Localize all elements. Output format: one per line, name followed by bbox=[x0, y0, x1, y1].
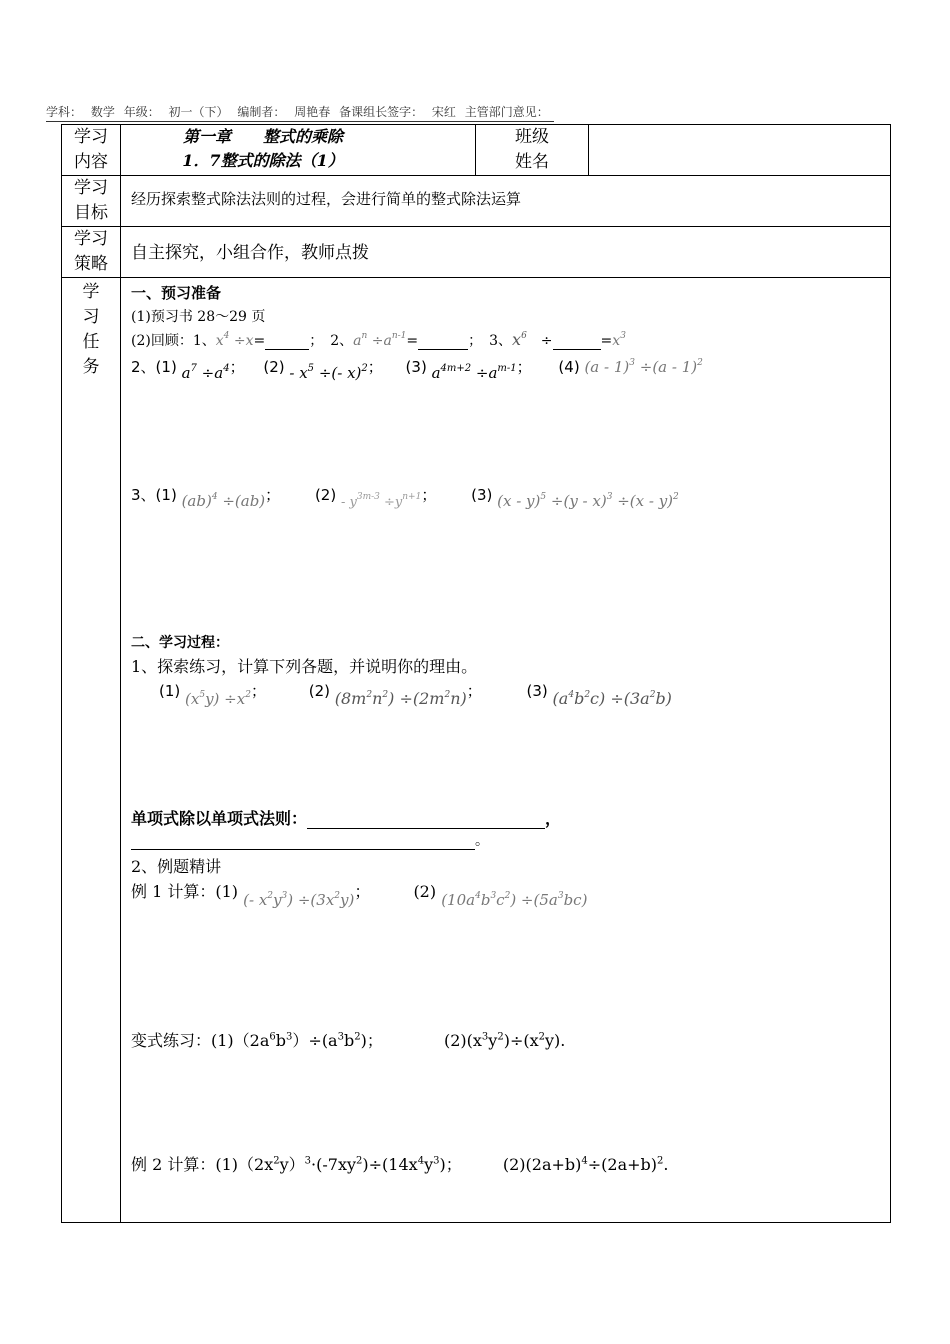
editor-value: 周艳春 bbox=[294, 105, 331, 119]
document-header bbox=[46, 103, 554, 122]
section2-title: 二、学习过程： bbox=[131, 635, 229, 651]
lesson-title bbox=[121, 125, 476, 176]
explore-formula-2: $(8m^2n^2) \div(2m^2n)$ bbox=[334, 689, 467, 708]
editor-label: 编制者： bbox=[237, 105, 286, 119]
explore-formula-1: $(x^5y) \div x^2$ bbox=[185, 690, 251, 708]
class-name-field[interactable] bbox=[589, 125, 891, 176]
task-area bbox=[121, 278, 891, 1223]
explore-formula-3: $(a^4b^2c) \div(3a^2b)$ bbox=[552, 689, 672, 708]
q2-formula-4: (a - 1)$^3$ ÷(a - 1)$^2$ bbox=[584, 358, 703, 376]
formula-x3: $x^3$ bbox=[612, 331, 626, 349]
label-goal: 学习 目标 bbox=[62, 176, 121, 227]
preview-line: (1)预习书 28～29 页 bbox=[131, 309, 266, 325]
row-content bbox=[62, 125, 891, 176]
lesson-plan-table bbox=[61, 124, 891, 1223]
row-task bbox=[62, 278, 891, 1223]
q2-formula-1: $a^7 \div a^4$ bbox=[181, 363, 230, 382]
section-title: 1．7整式的除法（1） bbox=[182, 151, 344, 170]
chapter-title: 第一章 整式的乘除 bbox=[182, 127, 343, 146]
formula-an-div: $a^n \div a^{n-1}$ bbox=[353, 331, 407, 349]
row-strategy bbox=[62, 227, 891, 278]
answer-blank[interactable] bbox=[265, 333, 309, 350]
formula-x6: $x^6$ bbox=[512, 330, 527, 349]
example1-formula-2: $(10a^4b^3c^2) \div(5a^3bc)$ bbox=[441, 891, 588, 909]
question-3: 3、(1) (ab)$^4$ ÷(ab)； $(2) - y^{3m-3} \div y^{n+1}$； (3) (x - y)$^5$ ÷(y - x)$^3$ ÷(x - y)$^2$ bbox=[131, 486, 679, 510]
dept-label: 主管部门意见： bbox=[464, 105, 549, 119]
goal-text: 经历探索整式除法法则的过程，会进行简单的整式除法运算 bbox=[121, 176, 891, 227]
answer-blank[interactable] bbox=[418, 333, 468, 350]
subject-label: 学科： bbox=[46, 105, 83, 119]
answer-blank[interactable] bbox=[553, 333, 601, 350]
row-goal bbox=[62, 176, 891, 227]
examples-title: 2、例题精讲 bbox=[131, 857, 222, 876]
explore-instruction: 1、探索练习，计算下列各题，并说明你的理由。 bbox=[131, 657, 478, 676]
q2-formula-3: $a^{4m+2} \div a^{m-1}$ bbox=[431, 363, 517, 382]
explore-formulas: (1) $(x^5y) \div x^2$； (2) $(8m^2n^2) \div(2m^2n)$； (3) $(a^4b^2c) \div(3a^2b)$ bbox=[159, 682, 672, 708]
q2-formula-2: - $x^5$ ÷(- x)$^2$ bbox=[289, 363, 368, 382]
q3-formula-1: (ab)$^4$ ÷(ab) bbox=[181, 492, 266, 510]
label-content: 学习 内容 bbox=[62, 125, 121, 176]
name-label: 姓名 bbox=[515, 152, 549, 172]
review-line: (2)回顾：1、$x^4 \div x=$ ； 2、$a^n \div a^{n-1}=$ ； 3、$x^6$ ÷ $=x^3$ bbox=[131, 330, 626, 349]
variant-practice: 变式练习：$(1)(2a^6b^3)\div(a^3b^2)$； $(2)(x^3y^2)\div(x^2y)$. bbox=[131, 1031, 566, 1050]
rule-line-2: 。 bbox=[131, 830, 489, 850]
rule-blank[interactable] bbox=[307, 809, 545, 829]
q3-formula-3: (x - y)$^5$ ÷(y - x)$^3$ ÷(x - y)$^2$ bbox=[497, 492, 679, 510]
class-name-label bbox=[476, 125, 589, 176]
subject-value: 数学 bbox=[90, 105, 115, 119]
example-1: 例 1 计算：(1) (- $x^2y^3) \div(3x^2y)$； (2) $(10a^4b^3c^2) \div(5a^3bc)$ bbox=[131, 882, 588, 909]
class-label: 班级 bbox=[515, 127, 549, 147]
q3-formula-2: - $y^{3m-3} \div y^{n+1}$ bbox=[340, 492, 422, 510]
label-task: 学 习 任 务 bbox=[62, 278, 121, 1223]
label-strategy: 学习 策略 bbox=[62, 227, 121, 278]
rule-line: 单项式除以单项式法则： ， bbox=[131, 809, 562, 828]
example1-formula-1: (- $x^2y^3) \div(3x^2y)$ bbox=[243, 891, 355, 909]
grade-label: 年级： bbox=[123, 105, 160, 119]
question-2: 2、(1) $a^7 \div a^4$； $(2) - x^5$ ÷(- x)$^2$； (3) $a^{4m+2} \div a^{m-1}$； (4) (a - 1)$^3$ ÷(a - 1)$^2$ bbox=[131, 358, 703, 382]
leader-label: 备课组长签字： bbox=[339, 105, 424, 119]
section1-title: 一、预习准备 bbox=[131, 284, 222, 302]
grade-value: 初一（下） bbox=[168, 105, 229, 119]
example-2: 例 2 计算：$(1)(2x^2y)^3\cdot(-7xy^2)\div(14x^4y^3)$； $(2)(2a+b)^4\div(2a+b)^2$. bbox=[131, 1155, 669, 1174]
strategy-text: 自主探究，小组合作，教师点拨 bbox=[121, 227, 891, 278]
leader-value: 宋红 bbox=[431, 105, 456, 119]
rule-blank-2[interactable] bbox=[131, 833, 475, 850]
formula-x4-div-x: $x^4 \div x$ bbox=[215, 331, 254, 349]
